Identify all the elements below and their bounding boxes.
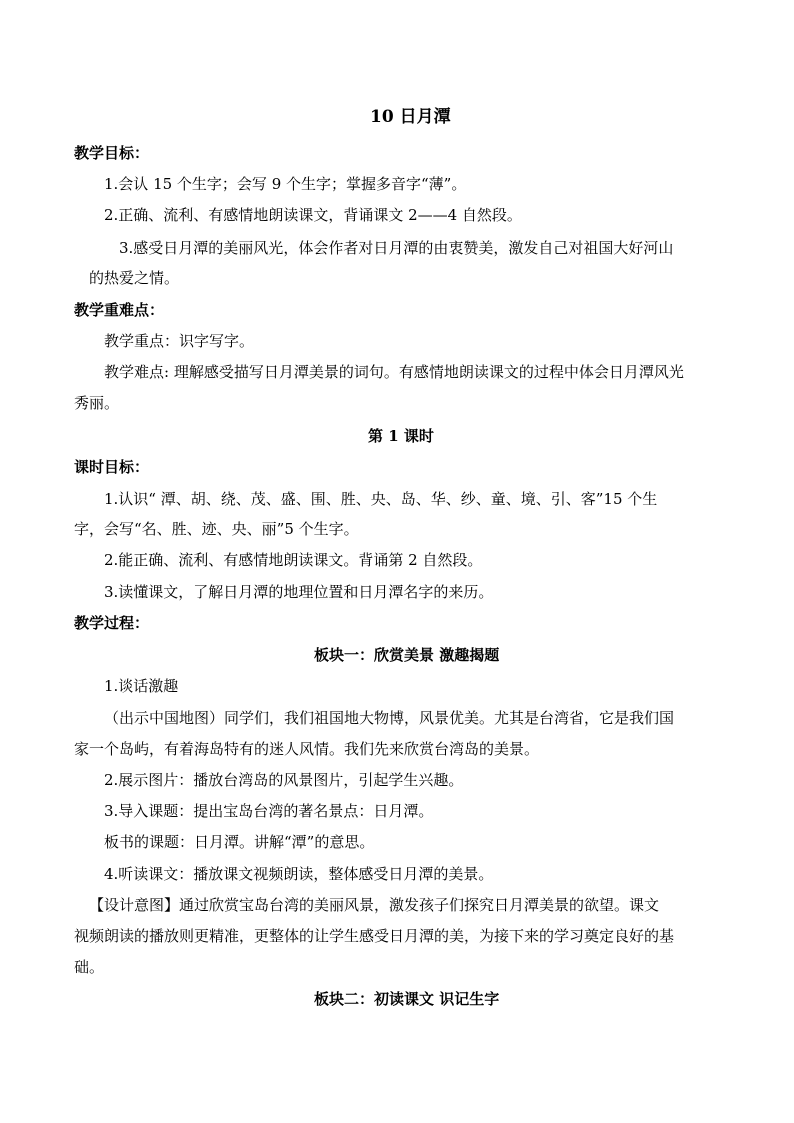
process-line: 4.听读课文：播放课文视频朗读，整体感受日月潭的美景。 bbox=[104, 865, 494, 883]
teaching-difficulty: 教学难点: 理解感受描写日月潭美景的词句。有感情地朗读课文的过程中体会日月潭风光 bbox=[104, 363, 684, 381]
key-points-heading: 教学重难点： bbox=[74, 301, 165, 319]
block1-title: 板块一：欣赏美景 激趣揭题 bbox=[314, 646, 500, 664]
lesson-goal-item: 2.能正确、流利、有感情地朗读课文。背诵第 2 自然段。 bbox=[104, 551, 483, 569]
process-line: 3.导入课题：提出宝岛台湾的著名景点：日月潭。 bbox=[104, 802, 434, 820]
teaching-goal-item: 3.感受日月潭的美丽风光，体会作者对日月潭的由衷赞美，激发自己对祖国大好河山 bbox=[119, 239, 674, 257]
teaching-goals-heading: 教学目标： bbox=[74, 144, 150, 162]
lesson-goal-item-continued: 字，会写“名、胜、迹、央、丽”5 个生字。 bbox=[74, 520, 359, 538]
design-intent-continued: 视频朗读的播放则更精准，更整体的让学生感受日月潭的美，为接下来的学习奠定良好的基 bbox=[74, 927, 675, 945]
process-heading: 教学过程： bbox=[74, 614, 150, 632]
process-line: 1.谈话激趣 bbox=[104, 677, 179, 695]
teaching-goal-item-continued: 的热爱之情。 bbox=[89, 269, 180, 287]
process-line: 板书的课题：日月潭。讲解“潭”的意思。 bbox=[104, 833, 375, 851]
teaching-goal-item: 2.正确、流利、有感情地朗读课文，背诵课文 2——4 自然段。 bbox=[104, 206, 522, 224]
teaching-difficulty-continued: 秀丽。 bbox=[74, 394, 120, 412]
lesson-goal-item: 1.认识“ 潭、胡、绕、茂、盛、围、胜、央、岛、华、纱、童、境、引、客”15 个生 bbox=[104, 490, 658, 508]
process-line: 家一个岛屿，有着海岛特有的迷人风情。我们先来欣赏台湾岛的美景。 bbox=[74, 740, 540, 758]
design-intent-continued: 础。 bbox=[74, 958, 105, 976]
document-title: 10 日月潭 bbox=[370, 107, 451, 127]
teaching-focus: 教学重点：识字写字。 bbox=[104, 332, 255, 350]
lesson1-heading: 第 1 课时 bbox=[368, 427, 434, 445]
design-intent: 【设计意图】通过欣赏宝岛台湾的美丽风景，激发孩子们探究日月潭美景的欲望。课文 bbox=[89, 896, 660, 914]
lesson-goal-item: 3.读懂课文，了解日月潭的地理位置和日月潭名字的来历。 bbox=[104, 583, 494, 601]
lesson-goals-heading: 课时目标： bbox=[74, 458, 150, 476]
process-line: （出示中国地图）同学们，我们祖国地大物博，风景优美。尤其是台湾省，它是我们国 bbox=[104, 709, 675, 727]
process-line: 2.展示图片：播放台湾岛的风景图片，引起学生兴趣。 bbox=[104, 771, 464, 789]
block2-title: 板块二：初读课文 识记生字 bbox=[314, 990, 500, 1008]
teaching-goal-item: 1.会认 15 个生字；会写 9 个生字；掌握多音字“薄”。 bbox=[104, 175, 467, 193]
